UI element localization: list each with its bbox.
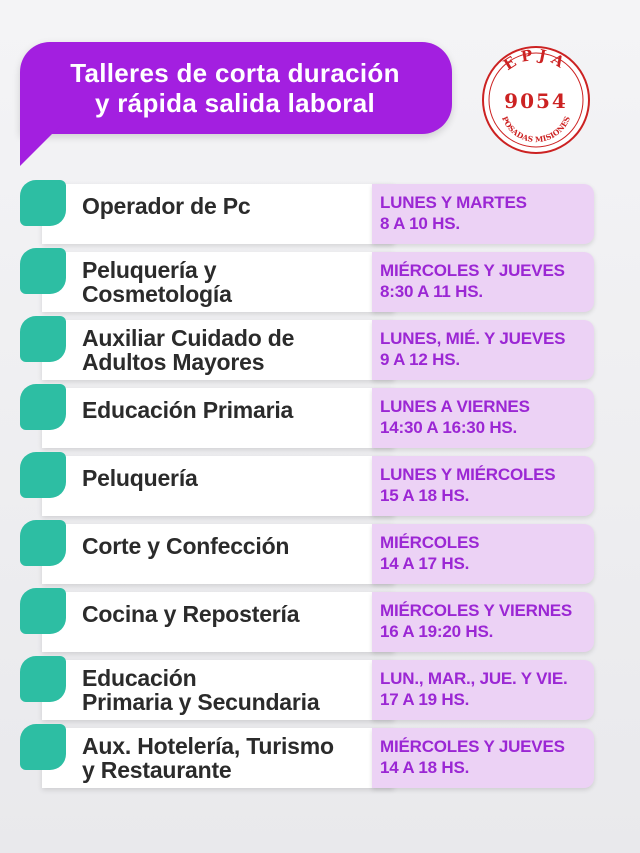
course-name: Auxiliar Cuidado de Adultos Mayores [82,325,295,375]
course-schedule [380,464,592,506]
course-days: LUNES, MIÉ. Y JUEVES [380,329,566,348]
course-days: MIÉRCOLES Y JUEVES [380,737,565,756]
course-name: Aux. Hotelería, Turismo y Restaurante [82,733,334,783]
teal-marker [20,724,66,770]
course-name: Peluquería [82,465,198,491]
course-schedule [380,668,592,710]
course-days: LUNES A VIERNES [380,397,530,416]
course-days: LUNES Y MIÉRCOLES [380,465,556,484]
teal-marker [20,316,66,362]
course-hours: 14 A 17 HS. [380,554,470,573]
course-days: MIÉRCOLES [380,533,480,552]
course-row [20,592,594,652]
course-hours: 9 A 12 HS. [380,350,460,369]
teal-marker [20,520,66,566]
course-row [20,388,594,448]
course-schedule [380,260,592,302]
course-row [20,456,594,516]
course-schedule [380,736,592,778]
teal-marker [20,452,66,498]
title-line-1: Talleres de corta duración [70,58,400,88]
course-name: Educación Primaria y Secundaria [82,665,320,715]
course-hours: 17 A 19 HS. [380,690,470,709]
teal-marker [20,384,66,430]
course-name: Corte y Confección [82,533,290,559]
course-row [20,184,594,244]
teal-marker [20,588,66,634]
course-row [20,252,594,312]
course-days: LUNES Y MARTES [380,193,527,212]
course-days: MIÉRCOLES Y JUEVES [380,261,565,280]
course-row [20,524,594,584]
course-name: Peluquería y Cosmetología [82,257,232,307]
course-days: MIÉRCOLES Y VIERNES [380,601,573,620]
course-name: Cocina y Repostería [82,601,300,627]
course-schedule [380,192,592,234]
course-row [20,320,594,380]
seal-number: 9054 [504,89,568,113]
course-schedule [380,532,592,574]
course-name: Educación Primaria [82,397,294,423]
course-hours: 14:30 A 16:30 HS. [380,418,518,437]
course-hours: 16 A 19:20 HS. [380,622,494,641]
course-hours: 8 A 10 HS. [380,214,460,233]
seal-top-text: EPJA [500,45,572,74]
school-seal-logo [480,44,592,156]
course-hours: 8:30 A 11 HS. [380,282,483,301]
title-banner-tail [20,126,60,166]
course-schedule [380,396,592,438]
teal-marker [20,248,66,294]
course-name: Operador de Pc [82,193,251,219]
course-schedule [380,600,592,642]
course-row [20,728,594,788]
teal-marker [20,180,66,226]
course-days: LUN., MAR., JUE. Y VIE. [380,669,568,688]
course-schedule [380,328,592,370]
course-hours: 15 A 18 HS. [380,486,470,505]
course-row [20,660,594,720]
seal-bottom-text: POSADAS MISIONES [500,114,572,145]
course-hours: 14 A 18 HS. [380,758,470,777]
title-line-2: y rápida salida laboral [94,88,375,118]
teal-marker [20,656,66,702]
